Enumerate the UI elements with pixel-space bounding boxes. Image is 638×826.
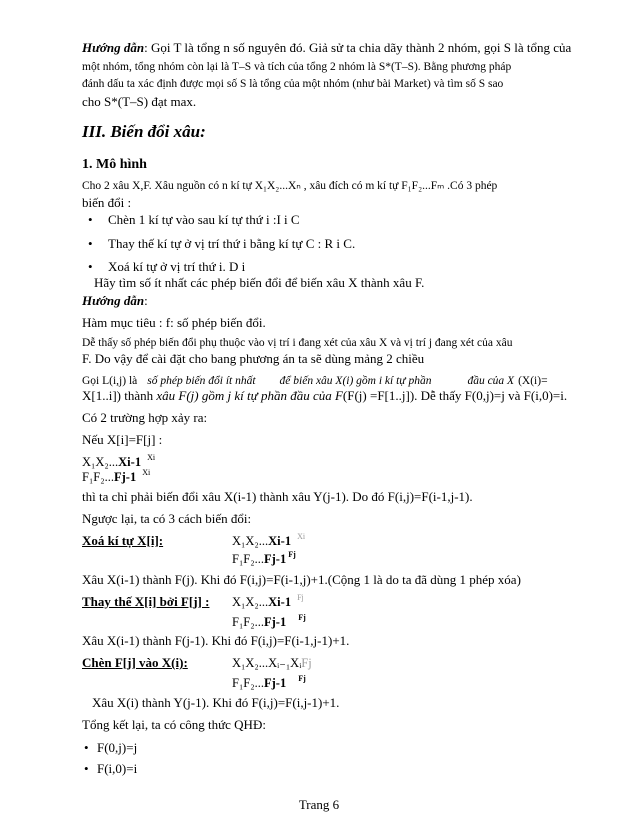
replace-f-seq <box>232 615 306 629</box>
def-g: xâu F(j) gồm j kí tự phần đầu của F <box>156 388 343 403</box>
model-line-1: Cho 2 xâu X,F. Xâu nguồn có n kí tự X₁X₂...Xₙ , xâu đích có m kí tự F₁F₂...Fₘ .Có 3 phép <box>82 180 498 192</box>
then-line: thì ta chỉ phải biến đổi xâu X(i-1) thành xâu Y(j-1). Do đó F(i,j)=F(i-1,j-1). <box>82 489 473 504</box>
bullet-icon: • <box>88 259 93 274</box>
hint-line-2: một nhóm, tổng nhóm còn lại là T–S và tích của tổng 2 nhóm là S*(T–S). Bằng phương pháp <box>82 61 512 73</box>
f-seq-prefix: F₁F₂... <box>232 676 264 690</box>
f-seq-last: Fj-1 <box>264 676 287 690</box>
replace-description: Xâu X(i-1) thành F(j-1). Khi đó F(i,j)=F(i-1,j-1)+1. <box>82 633 350 648</box>
f-seq-last: Fj-1 <box>264 615 287 629</box>
insert-f-seq <box>232 676 306 690</box>
op-replace: Thay thế kí tự ở vị trí thứ i bằng kí tự C : R i C. <box>108 236 356 251</box>
insert-label: Chèn F[j] vào X(i): <box>82 655 188 670</box>
f-seq-tail: Fj <box>298 613 306 622</box>
summary-line: Tổng kết lại, ta có công thức QHĐ: <box>82 717 266 732</box>
task-line: Hãy tìm số ít nhất các phép biến đổi để biến xâu X thành xâu F. <box>94 275 425 290</box>
f-seq-last: Fj-1 <box>114 470 137 484</box>
op-delete: Xoá kí tự ở vị trí thứ i. D i <box>108 259 246 274</box>
x-seq-full: X₁X₂...Xᵢ₋₁Xᵢ <box>232 656 302 670</box>
x-seq-tail: Xi <box>297 532 306 541</box>
hint-text-1: : Gọi T là tổng n số nguyên đó. Giả sử ta chia dãy thành 2 nhóm, gọi S là tổng của <box>144 40 572 55</box>
x-seq-tail: Fj <box>297 593 304 602</box>
formula-1: F(0,j)=j <box>97 740 138 755</box>
replace-x-seq <box>232 595 304 609</box>
bullet-icon: • <box>84 740 89 755</box>
definition-line-1 <box>82 375 548 388</box>
model-line-2: biến đổi : <box>82 195 132 210</box>
op-insert: Chèn 1 kí tự vào sau kí tự thứ i :I i C <box>108 212 300 227</box>
delete-label: Xoá kí tự X[i]: <box>82 533 164 548</box>
definition-line-2 <box>82 389 567 404</box>
def-e: (X(i)= <box>518 375 548 387</box>
dependency-line-1: Dễ thấy số phép biến đổi phụ thuộc vào vị trí i đang xét của xâu X và vị trí j đang xét của xâu <box>82 337 513 349</box>
dependency-line-2: F. Do vậy để cài đặt cho bang phương án ta sẽ dùng mảng 2 chiều <box>82 351 425 366</box>
subsection-title: 1. Mô hình <box>82 157 147 172</box>
insert-x-seq <box>232 656 312 670</box>
def-h: (F(j) =F[1..j]). Dễ thấy F(0,j)=j và F(i,0)=i. <box>342 388 568 403</box>
x-seq-prefix: X₁X₂... <box>232 534 269 548</box>
insert-description: Xâu X(i) thành Y(j-1). Khi đó F(i,j)=F(i,j-1)+1. <box>92 695 340 710</box>
hint-label: Hướng dẫn <box>82 40 145 55</box>
f-seq-tail: Xi <box>142 468 151 477</box>
hint-line-3: đánh dấu ta xác định được mọi số S là tổng của một nhóm (như bài Market) và tìm số S sao <box>82 78 504 90</box>
f-seq-prefix: F₁F₂... <box>232 615 264 629</box>
x-seq-last: Xi-1 <box>268 595 292 609</box>
delete-x-seq <box>232 534 305 548</box>
bullet-icon: • <box>84 761 89 776</box>
f-seq-prefix: F₁F₂... <box>232 552 264 566</box>
def-f: X[1..i]) thành <box>82 388 154 403</box>
hint-line-4: cho S*(T–S) đạt max. <box>82 94 197 109</box>
otherwise-line: Ngược lại, ta có 3 cách biến đổi: <box>82 511 252 526</box>
bullet-icon: • <box>88 212 93 227</box>
x-seq-tail: Fj <box>301 656 312 670</box>
f-seq-prefix: F₁F₂... <box>82 470 114 484</box>
hint2-label: Hướng dẫn <box>82 293 145 308</box>
x-seq-last: Xi-1 <box>118 455 142 469</box>
x-seq-prefix: X₁X₂... <box>82 455 119 469</box>
cases-intro: Có 2 trường hợp xảy ra: <box>82 410 208 425</box>
formula-2: F(i,0)=i <box>97 761 138 776</box>
delete-description: Xâu X(i-1) thành F(j). Khi đó F(i,j)=F(i-1,j)+1.(Cộng 1 là do ta đã dùng 1 phép xóa) <box>82 572 521 587</box>
x-seq-prefix: X₁X₂... <box>232 595 269 609</box>
def-b: số phép biến đổi ít nhất <box>147 375 256 387</box>
replace-label: Thay thế X[i] bởi F[j] : <box>82 594 210 609</box>
objective-line: Hàm mục tiêu : f: số phép biến đổi. <box>82 315 266 330</box>
hint2-colon: : <box>144 293 148 308</box>
x-seq-tail: Xi <box>147 453 156 462</box>
section-title: III. Biến đổi xâu: <box>82 122 206 141</box>
def-d: đầu của X <box>467 375 515 387</box>
def-a: Gọi L(i,j) là <box>82 375 138 387</box>
if-equal-line: Nếu X[i]=F[j] : <box>82 432 163 447</box>
hint2-line <box>82 294 148 309</box>
f-seq-tail: Fj <box>298 674 306 683</box>
f-seq-last: Fj-1 <box>264 552 287 566</box>
delete-f-seq <box>232 552 296 566</box>
page-number: Trang 6 <box>298 797 340 812</box>
f-seq-tail: Fj <box>288 550 296 559</box>
x-seq-last: Xi-1 <box>268 534 292 548</box>
def-c: để biến xâu X(i) gồm i kí tự phần <box>279 375 432 387</box>
bullet-icon: • <box>88 236 93 251</box>
f-sequence <box>82 470 150 484</box>
hint-line-1 <box>82 41 571 56</box>
